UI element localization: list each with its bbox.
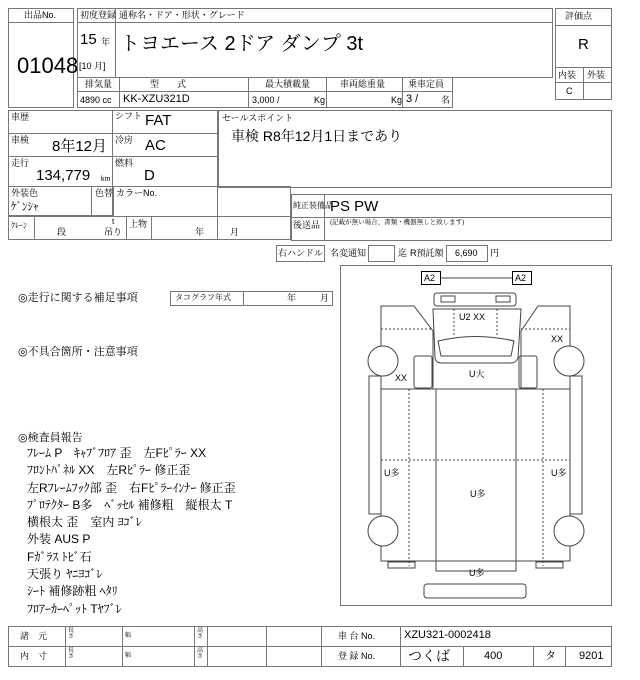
chassis-no: XZU321-0002418 bbox=[404, 629, 491, 641]
gross-weight-unit: Kg bbox=[391, 95, 403, 105]
tacho-month: 月 bbox=[320, 293, 330, 303]
inspection: 8年12月 bbox=[52, 138, 108, 155]
shift-label: シフト bbox=[115, 111, 143, 121]
color-no-label: カラーNo. bbox=[116, 188, 158, 198]
score-label: 評価点 bbox=[565, 11, 593, 21]
mileage-unit: km bbox=[101, 176, 111, 183]
later-note: (記載が無い場合、書類・機器無しと致します) bbox=[330, 219, 465, 226]
mark-right-side: U多 bbox=[551, 468, 567, 478]
body-month: 月 bbox=[230, 227, 240, 237]
footer-col bbox=[122, 626, 195, 667]
crane-label: ｸﾚｰﾝ bbox=[11, 221, 27, 230]
length-label: 長さ bbox=[68, 628, 75, 640]
report-line: Fｶﾞﾗｽ ﾄﾋﾞ石 bbox=[27, 549, 92, 564]
displacement-label: 排気量 bbox=[85, 79, 113, 89]
mark-cab-front: U2 XX bbox=[459, 312, 486, 322]
exterior-label: 外装 bbox=[587, 70, 606, 80]
year-unit: 年 bbox=[101, 37, 111, 47]
fuel: D bbox=[144, 167, 155, 184]
mark-bed: U多 bbox=[470, 489, 486, 499]
name-label: 通称名・ドア・形状・グレード bbox=[119, 10, 245, 20]
height-label: 高さ bbox=[197, 648, 204, 660]
row-inspection bbox=[8, 133, 218, 157]
capacity-unit: 名 bbox=[441, 95, 451, 105]
recycle-amount: 6,690 bbox=[455, 248, 478, 258]
report-label: ◎検査員報告 bbox=[18, 432, 83, 444]
body-label: 上物 bbox=[129, 219, 148, 229]
shift: FAT bbox=[145, 112, 172, 129]
first-reg-year: 15 bbox=[80, 31, 97, 48]
mark-right-front: XX bbox=[551, 334, 564, 344]
reg-number: 9201 bbox=[579, 650, 604, 662]
damage-diagram bbox=[340, 265, 612, 606]
inspection-label: 車検 bbox=[11, 135, 30, 145]
displacement: 4890 cc bbox=[80, 95, 112, 105]
color: ｹﾞﾝｼｬ bbox=[11, 201, 39, 213]
report-line: ﾌﾟﾛﾃｸﾀｰ B多 ﾍﾞｯｾﾙ 補修粗 縦根太 T bbox=[27, 497, 233, 512]
name-change-field bbox=[368, 245, 395, 262]
reg-area: つくば bbox=[408, 648, 450, 664]
capacity-label: 乗車定員 bbox=[408, 79, 445, 89]
score: R bbox=[578, 36, 589, 53]
height-label: 高さ bbox=[197, 628, 204, 640]
interior-grade: C bbox=[566, 86, 573, 96]
mark-rear: U多 bbox=[469, 568, 485, 578]
equipment-label: 純正装備品 bbox=[293, 201, 333, 210]
max-load-unit: Kg bbox=[314, 95, 326, 105]
report-line: 左Rﾌﾚｰﾑﾌｯｸ部 歪 右Fﾋﾟﾗｰｲﾝﾅｰ 修正歪 bbox=[27, 480, 236, 495]
mark-front-left-corner: A2 bbox=[424, 273, 436, 283]
tacho-label: タコグラフ年式 bbox=[175, 293, 231, 302]
recycle-label: R預託額 bbox=[410, 248, 444, 258]
history-label: 車歴 bbox=[11, 112, 30, 122]
ac-label: 冷房 bbox=[115, 135, 134, 145]
first-reg-month: [10 月] bbox=[79, 61, 106, 71]
reg-class: 400 bbox=[484, 650, 503, 662]
tacho-year: 年 bbox=[287, 293, 297, 303]
mark-cab: U大 bbox=[469, 369, 485, 379]
sales-point-label: セールスポイント bbox=[222, 113, 294, 123]
color-label: 外装色 bbox=[11, 188, 39, 198]
mileage-label: 走行 bbox=[11, 158, 30, 168]
width-label: 幅 bbox=[125, 653, 132, 659]
yen-label: 円 bbox=[490, 248, 500, 258]
hang-label: 吊り bbox=[104, 227, 123, 237]
capacity: 3 / bbox=[406, 93, 419, 105]
mark-left-side: U多 bbox=[384, 468, 400, 478]
body-year: 年 bbox=[195, 227, 205, 237]
gross-weight-label: 車両総重量 bbox=[340, 79, 386, 89]
first-reg-label: 初度登録 bbox=[80, 10, 117, 20]
ton-label: t bbox=[112, 217, 115, 226]
defects-label: ◎不具合箇所・注意事項 bbox=[18, 346, 138, 358]
mark-left-front: XX bbox=[395, 373, 408, 383]
reg-label: 登 録 No. bbox=[338, 651, 376, 661]
length-label: 長さ bbox=[68, 648, 75, 660]
stage-label: 段 bbox=[57, 227, 67, 237]
running-notes-label: ◎走行に関する補足事項 bbox=[18, 292, 138, 304]
report-line: 外装 AUS P bbox=[27, 532, 91, 547]
later-label: 後送品 bbox=[293, 220, 321, 230]
fuel-label: 燃料 bbox=[115, 158, 134, 168]
handle-label: 右ハンドル bbox=[278, 248, 324, 258]
inspector-report bbox=[27, 445, 236, 618]
max-load-label: 最大積載量 bbox=[265, 79, 311, 89]
mileage: 134,779 bbox=[36, 167, 91, 184]
model: KK-XZU321D bbox=[123, 93, 190, 105]
interior-label: 内装 bbox=[558, 70, 577, 80]
mark-front-right-corner: A2 bbox=[515, 273, 527, 283]
name-change-label: 名変通知 bbox=[330, 248, 367, 258]
max-load: 3,000 / bbox=[252, 95, 280, 105]
lot-label: 出品No. bbox=[24, 10, 57, 20]
report-line: ﾌﾛｱｰｶｰﾍﾟｯﾄ Tﾔﾌﾞﾚ bbox=[27, 601, 122, 616]
width-label: 幅 bbox=[125, 633, 132, 639]
reg-kana: タ bbox=[545, 650, 556, 662]
until-label: 迄 bbox=[398, 248, 408, 258]
equipment-value: PS PW bbox=[330, 198, 379, 215]
report-line: ﾌﾛﾝﾄﾊﾟﾈﾙ XX 左Rﾋﾟﾗｰ 修正歪 bbox=[27, 463, 191, 478]
inner-label: 内 寸 bbox=[20, 651, 48, 661]
model-label: 型 式 bbox=[150, 79, 187, 89]
chassis-label: 車 台 No. bbox=[338, 631, 376, 641]
report-line: 横根太 歪 室内 ﾖｺﾞﾚ bbox=[27, 515, 142, 530]
report-line: ｼｰﾄ 補修跡粗 ﾍﾀﾘ bbox=[27, 584, 118, 599]
vehicle-name: トヨエース 2ドア ダンプ 3t bbox=[120, 33, 364, 55]
sales-point-text: 車検 R8年12月1日まであり bbox=[231, 128, 403, 144]
ac: AC bbox=[145, 137, 166, 154]
report-line: 天張り ﾔﾆﾖｺﾞﾚ bbox=[27, 567, 103, 582]
specs-label: 諸 元 bbox=[20, 631, 48, 641]
color-change-label: 色替 bbox=[95, 188, 114, 198]
report-line: ﾌﾚｰﾑ P ｷｬﾌﾞﾌﾛｱ 歪 左Fﾋﾟﾗｰ XX bbox=[27, 446, 207, 460]
footer-col bbox=[266, 626, 322, 667]
lot-number: 01048 bbox=[17, 53, 79, 78]
